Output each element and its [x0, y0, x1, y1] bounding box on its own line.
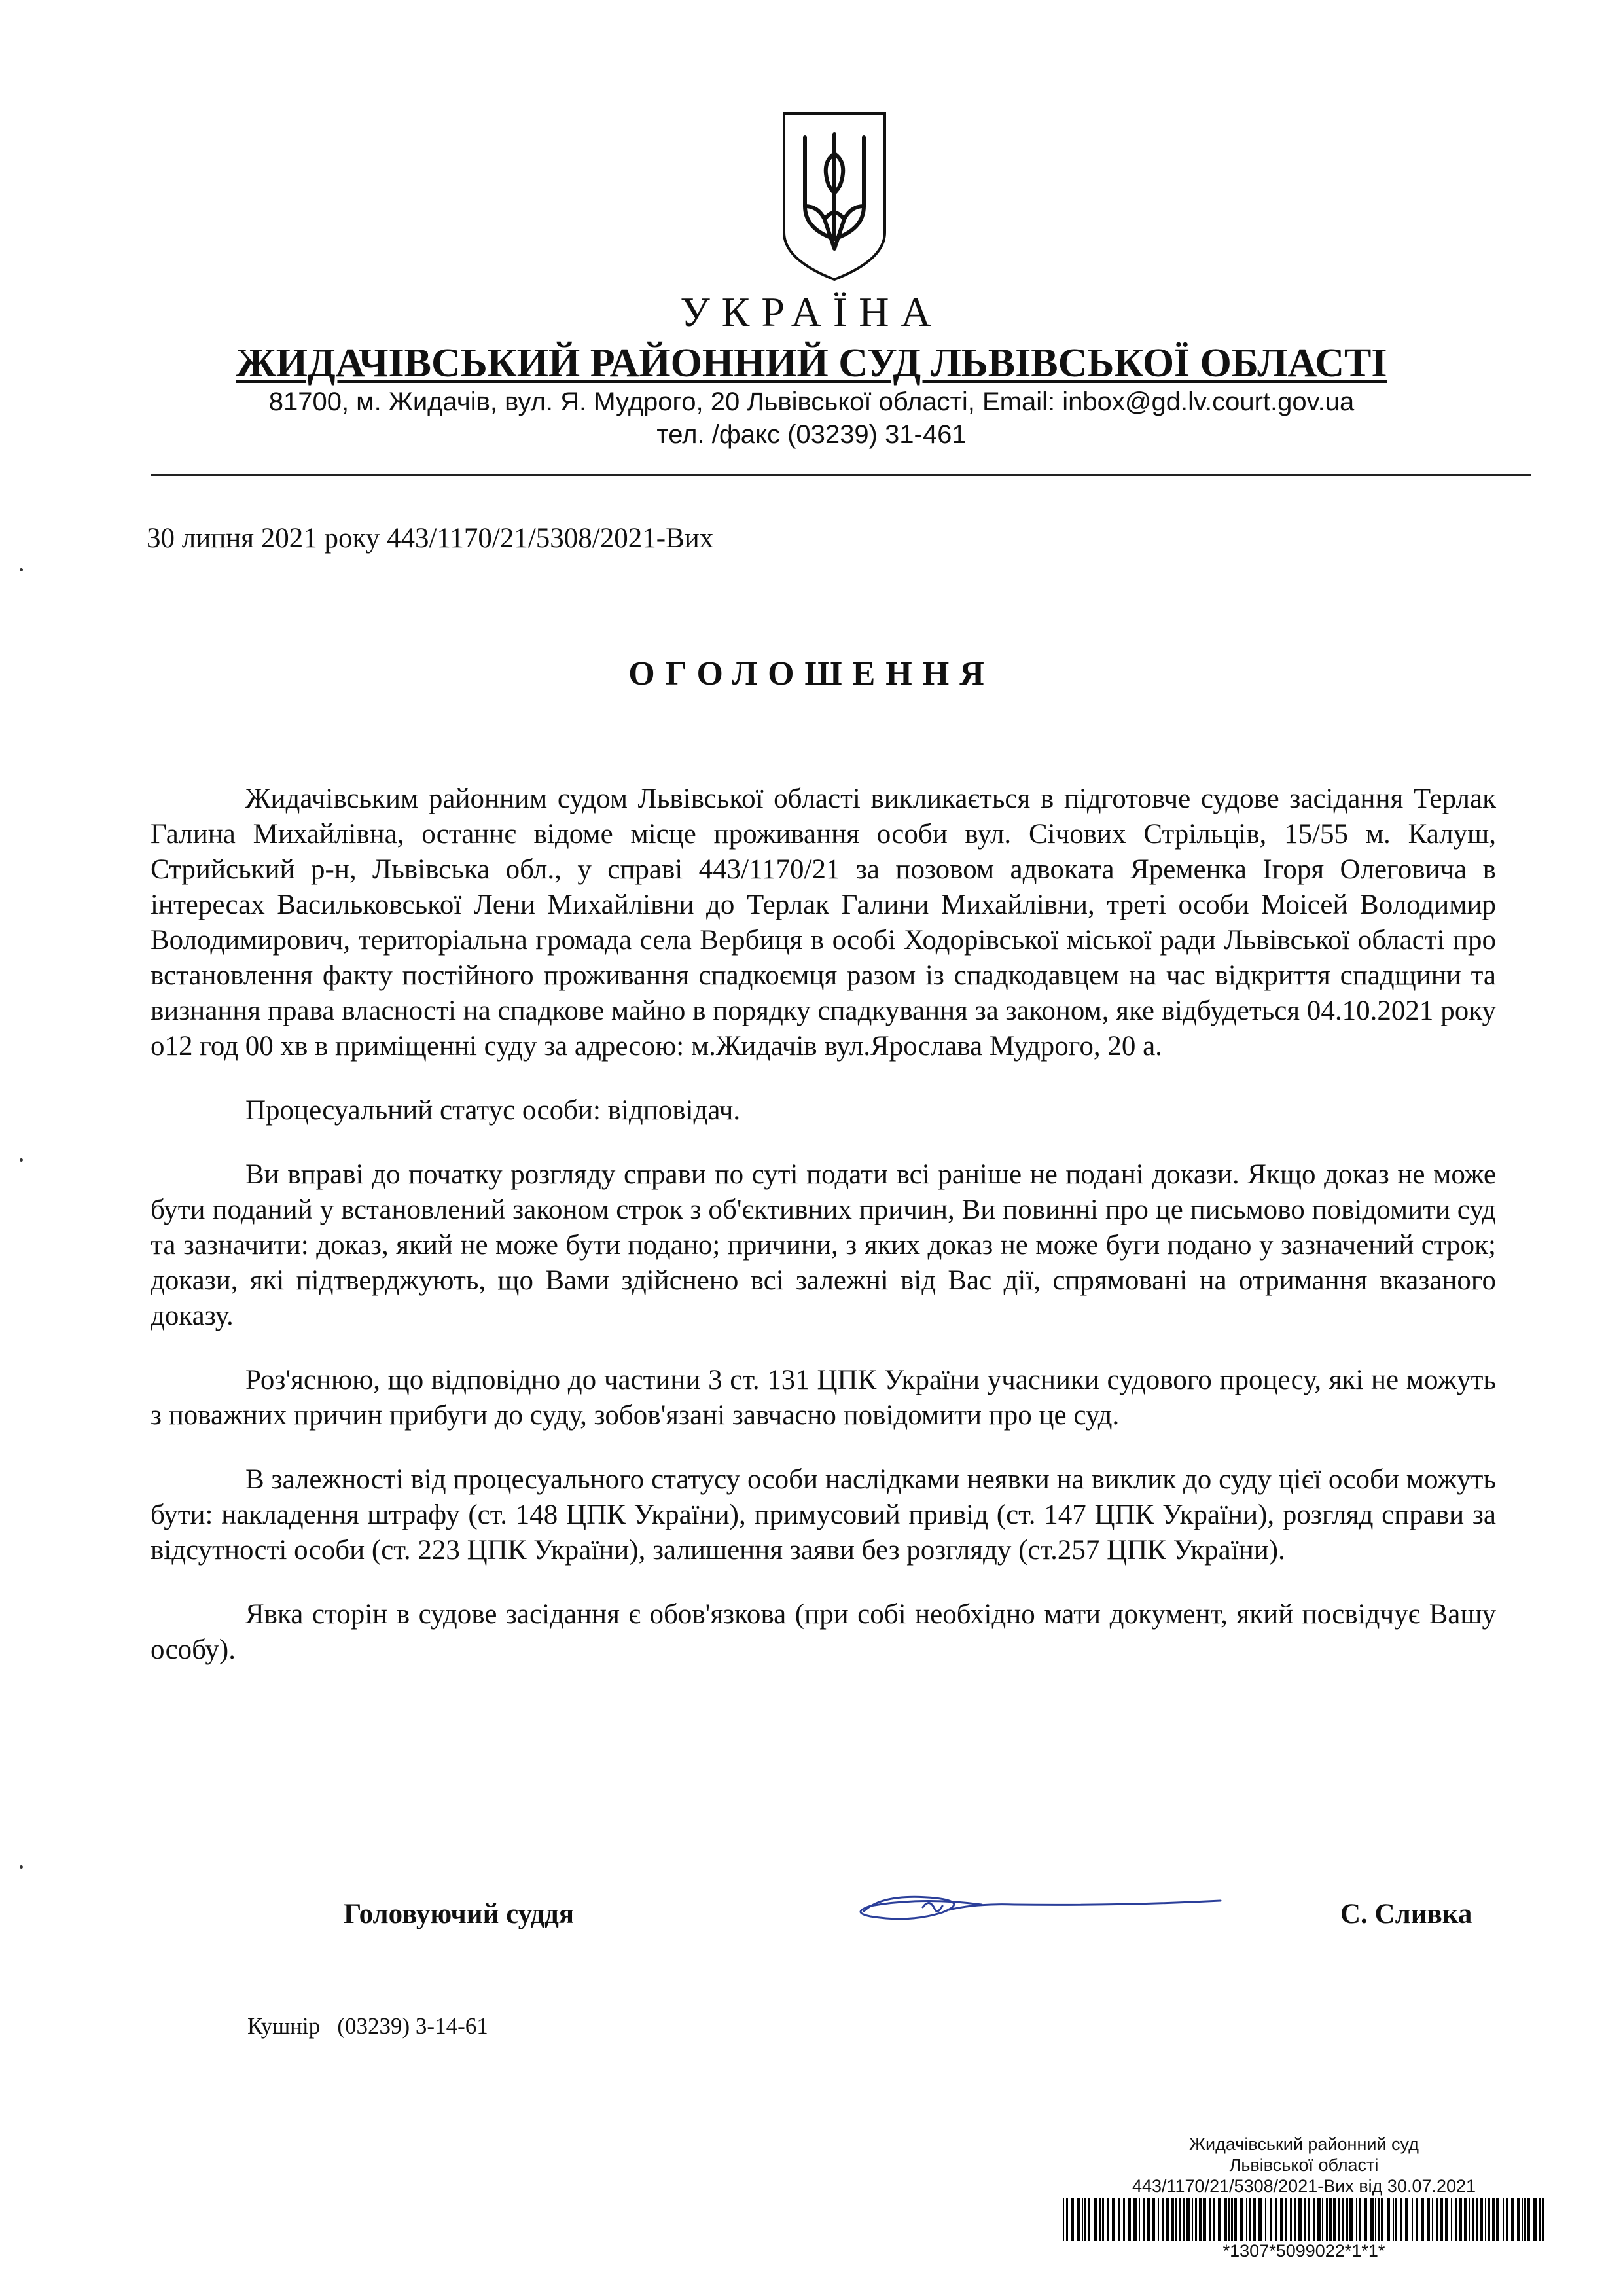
scan-mark [20, 1865, 23, 1869]
paragraph-attendance: Явка сторін в судове засідання є обов'язкова (при собі необхідно мати документ, який посвідчує Вашу особу). [151, 1599, 1496, 1665]
court-address: 81700, м. Жидачів, вул. Я. Мудрого, 20 Львівської області, Email: inbox@gd.lv.court.gov.ua [268, 387, 1355, 416]
judge-name: С. Сливка [1340, 1899, 1472, 1929]
paragraph-notice: Роз'яснюю, що відповідно до частини 3 ст. 131 ЦПК України учасники судового процесу, які не можуть з поважних причин прибуги до суду, зобов'язані завчасно повідомити про це суд. [151, 1365, 1496, 1431]
trident-coat-of-arms-icon [779, 108, 890, 285]
executor-contact: Кушнір (03239) 3-14-61 [247, 2013, 488, 2039]
outgoing-date-number: 30 липня 2021 року 443/1170/21/5308/2021-Вих [147, 523, 714, 554]
court-phone: тел. /факс (03239) 31-461 [656, 420, 967, 449]
handwritten-signature [844, 1878, 1224, 1937]
paragraph-status: Процесуальний статус особи: відповідач. [245, 1095, 741, 1126]
registration-stamp [1060, 2134, 1548, 2261]
scan-mark [20, 568, 23, 571]
paragraph-evidence: Ви вправі до початку розгляду справи по суті подати всі раніше не подані докази. Якщо доказ не може бути поданий у встановлений законом строк з об'єктивних причин, Ви повинні про це письмово повідомити суд та зазначити: доказ, який не може бути подано; причини, з яких доказ не може буги подано у зазначений строк; докази, які підтверджують, що Вами здійснено всі залежні від Вас дії, спрямовані на отримання вказаного доказу. [151, 1159, 1496, 1331]
paragraph-summons: Жидачівським районним судом Львівської області викликається в підготовче судове засідання Терлак Галина Михайлівна, останнє відоме місце проживання особи вул. Січових Стрільців, 15/55 м. Калуш, Стрийський р-н, Львівська обл., у справі 443/1170/21 за позовом адвоката Яременка Ігоря Олеговича в інтересах Васильковської Лени Михайлівни до Терлак Галини Михайлівни, треті особи Моісей Володимир Володимирович, територіальна громада села Вербиця в особі Ходорівської міської ради Львівської області про встановлення факту постійного проживання спадкоємця разом із спадкодавцем на час відкриття спадщини та визнання права власності на спадкове майно в порядку спадкування за законом, яке відбудеться 04.10.2021 року о12 год 00 хв в приміщенні суду за адресою: м.Жидачів вул.Ярослава Мудрого, 20 а. [151, 783, 1496, 1062]
document-body [151, 781, 1496, 1696]
court-name: ЖИДАЧІВСЬКИЙ РАЙОННИЙ СУД ЛЬВІВСЬКОЇ ОБЛАСТІ [236, 341, 1387, 386]
barcode-number: *1307*5099022*1*1* [1222, 2241, 1385, 2261]
country-name: УКРАЇНА [680, 289, 943, 335]
stamp-court-name: Жидачівський районний суд [1189, 2134, 1419, 2154]
stamp-region: Львівської області [1229, 2155, 1379, 2175]
header-divider [151, 474, 1531, 476]
document-title: ОГОЛОШЕННЯ [628, 655, 995, 692]
scan-mark [20, 1158, 23, 1162]
barcode [1060, 2198, 1548, 2241]
paragraph-consequences: В залежності від процесуального статусу особи наслідками неявки на виклик до суду цієї особи можуть бути: накладення штрафу (ст. 148 ЦПК України), примусовий привід (ст. 147 ЦПК України), розгляд справи за відсутності особи (ст. 223 ЦПК України), залишення заяви без розгляду (ст.257 ЦПК України). [151, 1464, 1496, 1566]
stamp-reference: 443/1170/21/5308/2021-Вих від 30.07.2021 [1132, 2176, 1476, 2196]
signature-role: Головуючий суддя [344, 1899, 575, 1929]
